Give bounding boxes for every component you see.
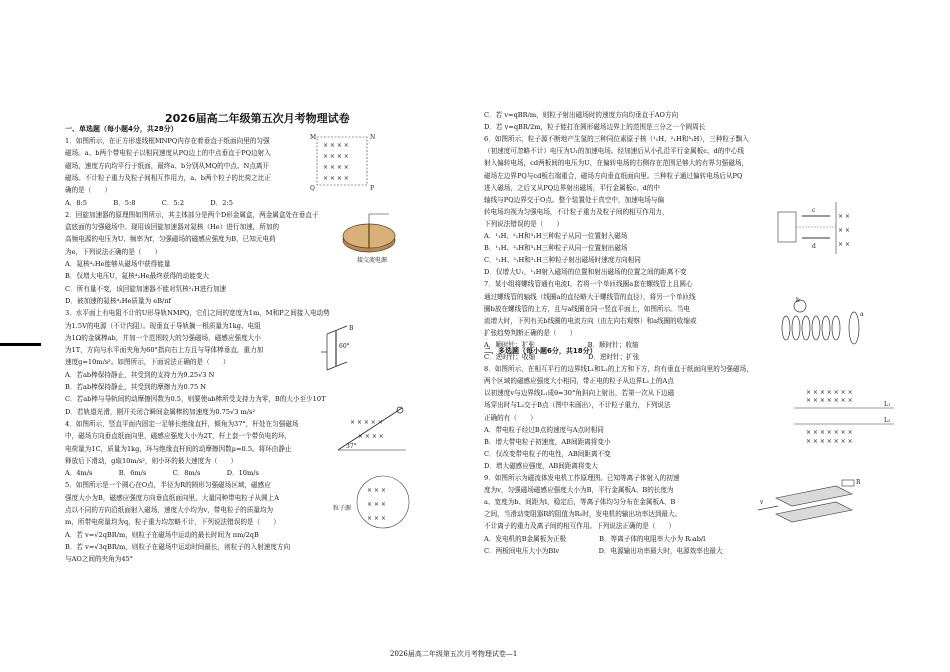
text-line: 场穿出时与L₂交于B点（图中未画出），不计粒子重力，下列说法 xyxy=(484,401,671,410)
text-line: 中，磁场方向垂直纸面向里，磁感应强度大小为2T，杆上套一个带负电的环， xyxy=(65,432,292,441)
text-line: 9．如图所示为磁流体发电机工作原理图。已知等离子体射入的初速 xyxy=(484,474,680,482)
text-line: 2．回旋加速器的原理图如图所示，其主体部分是两个D形金属盒，两金属盒处在垂直于 xyxy=(65,210,319,219)
text-line: A．若 v=√2qBR/m，则粒子在磁场中运动的最长时间为 πm/2qB xyxy=(65,530,259,539)
text-line: 扩张趋势判断正确的是（ ） xyxy=(484,328,577,337)
text-line: （初速度可忽略不计）电压为U₁的加速电场。经加速后从小孔沿平行金属板c、d的中心线 xyxy=(484,147,745,156)
text-line: A．¹₁H、²₁H和³₁H三种粒子从同一位置射入磁场 xyxy=(484,232,628,240)
svg-text:× × × × × × ×: × × × × × × × xyxy=(806,438,853,445)
text-line: C．两板间电压大小为Blv D．电源输出功率最大时，电源效率也最大 xyxy=(484,546,723,555)
figure-q7-solenoid xyxy=(770,298,874,348)
svg-text:× × × × × × ×: × × × × × × × xyxy=(806,389,853,396)
figure-q9-mhd-generator xyxy=(756,478,868,532)
text-line: A．8:5 B．5:8 C．5:2 D．2:5 xyxy=(65,198,233,207)
text-line: C．¹₁H、²₁H和³₁H三种粒子射出磁场时速度方向相同 xyxy=(484,256,641,265)
figure-q6-label-d: d xyxy=(812,243,816,250)
text-line: 为1.5V的电源（不计内阻）。现垂直于导轨搁一根质量为1kg、电阻 xyxy=(65,321,261,330)
figure-q6-selector xyxy=(776,202,866,254)
field-crosses xyxy=(323,142,349,182)
text-line: 确的是（ ） xyxy=(65,186,112,195)
figure-q1-label-m: M xyxy=(310,134,317,141)
text-line: 下列说法错误的是（ ） xyxy=(484,219,564,228)
svg-text:× × × ×: × × × × xyxy=(323,142,349,149)
text-line: 盒底面的匀强磁场中。现用该回旋加速器对氦核（He）进行加速，所加的 xyxy=(65,223,280,232)
text-line: 磁场，速度方向均平行于纸面，最终a、b分别从MQ的中点、N点离开 xyxy=(65,161,270,170)
figure-q5-circle-field xyxy=(333,470,411,540)
text-line: A．带电粒子经过B点的速度与A点时相同 xyxy=(484,425,604,434)
text-line: C．若ab棒与导轨间的动摩擦因数为0.5，则要使ab棒所受支持力为零，B的大小至少10T xyxy=(65,395,326,404)
text-line: 释放后下滑动，g取10m/s²，则小环的最大速度为（ ） xyxy=(65,456,238,465)
text-line: 磁场。a、b两个带电粒子以相同速度从PQ边上的中点垂直于PQ边射入 xyxy=(65,149,271,158)
text-line: 速度g=10m/s²。如图所示，下面说法正确的是（ ） xyxy=(65,358,230,367)
svg-text:× × × × × × ×: × × × × × × × xyxy=(806,397,853,404)
figure-q9-r: R xyxy=(856,479,861,486)
text-line: A．4m/s B．6m/s C．8m/s D．10m/s xyxy=(65,469,259,478)
text-line: 以初速度v与边界线L₁成θ=30°角斜向上射出，若第一次从下边磁 xyxy=(484,389,675,398)
text-line: C．若 v=qBR/m，则粒子射出磁场时的速度方向均垂直于AO方向 xyxy=(484,111,679,119)
text-line: 1．如图所示，在正方形虚线框MNPQ内存在着垂直于纸面向里的匀强 xyxy=(65,137,270,145)
text-line: 两个区域的磁感应强度大小相同，带正电的粒子从边界L₁上的A点 xyxy=(484,377,674,386)
text-line: C．仅改变带电粒子的电性，AB间距离不变 xyxy=(484,449,611,458)
text-line: A．发电机的B金属板为正极 B．等离子体的电阻率大小为 R₀ab/l xyxy=(484,534,706,543)
text-line: 为e，下列说法正确的是（ ） xyxy=(65,247,162,256)
text-line: 轴线与PQ边界交于O点。整个装置处于真空中，加速电场与偏 xyxy=(484,195,665,204)
text-line: 流增大时，下列有关b线圈的电流方向（由左向右观察）和a线圈的收缩或 xyxy=(484,316,697,325)
figure-q5-source: 粒子源 xyxy=(333,505,352,512)
text-line: 转电场均视为匀强电场，不计粒子重力及粒子间的相互作用力， xyxy=(484,207,669,216)
figure-q8-l2: L₂ xyxy=(884,417,891,424)
text-line: 3．水平面上有电阻不计的U形导轨NMPQ，它们之间的宽度为1m，M和P之间接入电动势 xyxy=(65,309,330,318)
svg-text:× × × × × × ×: × × × × × × × xyxy=(806,429,853,436)
figure-q6-label-c: c xyxy=(812,207,816,214)
text-line: 高频电源的电压为U、频率为f，匀强磁场的磁感应强度为B，已知元电荷 xyxy=(65,235,276,244)
text-line: a、宽度为b、间距为l，稳定后，等离子体均匀分布在金属板A、B xyxy=(484,498,676,507)
text-line: D．若 v=qBR/2m，粒子能打在圆形磁场边界上的范围是三分之一个圆周长 xyxy=(484,123,706,132)
text-line: 为1Ω的金属棒ab，并加一个范围较大的匀强磁场，磁感应强度大小 xyxy=(65,333,261,342)
text-line: B．增大带电粒子初速度，AB间距离将变小 xyxy=(484,437,611,446)
figure-q3-u-rail xyxy=(319,324,367,380)
figure-q7-label-b: b xyxy=(796,297,800,304)
text-line: B．若 v=√3qBR/m，则粒子在磁场中运动时间最长，则粒子的入射速度方向 xyxy=(65,542,291,551)
figure-q8-parallel-boundaries xyxy=(794,388,894,448)
svg-text:× ×: × × xyxy=(838,227,850,234)
text-line: 电荷量为1C，质量为1kg，环与绝缘直杆间的动摩擦因数μ=0.5。将环由静止 xyxy=(65,444,292,453)
text-line: 5．如图所示是一个圆心在O点，半径为R的圆形匀强磁场区域，磁感应 xyxy=(65,481,271,490)
text-line: B．若ab棒保持静止，其受到的摩擦力为0.75 N xyxy=(65,383,207,391)
figure-q2-cyclotron xyxy=(339,212,401,270)
text-line: D．仅增大U₁，¹₁H射入磁场的位置和射出磁场的位置之间的距离不变 xyxy=(484,268,687,277)
text-line: B．¹₁H、²₁H和³₁H三种粒子从同一位置射出磁场 xyxy=(484,244,628,253)
figure-q1-label-n: N xyxy=(370,134,376,141)
text-line: A．若ab棒保持静止，其受到的支持力为9.25√3 N xyxy=(65,370,215,379)
svg-text:× × × ×: × × × × xyxy=(323,175,349,182)
text-line: 磁场左边界PQ与cd板右端重合，磁场方向垂直纸面向里。三种粒子通过偏转电场后从PQ xyxy=(484,171,743,180)
text-line: 度为v，匀强磁场磁感应强度大小为B，平行金属板A、B的长度为 xyxy=(484,486,674,495)
svg-text:× × × ×: × × × × xyxy=(358,433,384,440)
text-line: D．增大磁感应强度，AB间距离将变大 xyxy=(484,461,598,470)
figure-q3-angle: 60° xyxy=(339,343,350,350)
svg-text:× × ×: × × × xyxy=(367,501,386,508)
svg-text:× ×: × × xyxy=(838,241,850,248)
figure-q8-l1: L₁ xyxy=(884,401,891,408)
figure-q1-square-field xyxy=(310,133,376,192)
text-line: 8．如图所示，在相互平行的边界线L₁和L₂的上方和下方，均有垂直于纸面向里的匀强磁场， xyxy=(484,365,753,374)
text-line: D．被加速的氦核⁴₂He质量为 eB/πf xyxy=(65,296,172,305)
left-margin-bar xyxy=(0,343,41,346)
svg-text:× × × ×: × × × × xyxy=(323,164,349,171)
text-line: 4．如图所示，竖直平面内固定一足够长绝缘直杆，倾角为37°，杆处在匀强磁场 xyxy=(65,419,299,428)
text-line: 之间，当滑动变阻器R的阻值为R₀时，发电机的输出功率达到最大。 xyxy=(484,510,682,519)
svg-text:× × ×: × × × xyxy=(367,515,386,522)
text-line: B．仅增大电压U，氦核⁴₂He最终获得的动能变大 xyxy=(65,272,210,281)
text-line: 射入偏转电场，cd两板间的电压为U，在偏转电场的右侧存在范围足够大的有界匀强磁场， xyxy=(484,159,749,168)
text-line: A．氦核⁴₂He能够从磁场中获得能量 xyxy=(65,260,171,268)
text-line: D．若轨道光滑，刚开关闭合瞬间金属棒的加速度为0.75√3 m/s² xyxy=(65,407,256,416)
text-line: 不计离子的重力及离子间的相互作用。下列说法正确的是（ ） xyxy=(484,522,676,531)
page-footer: 2026届高二年级第五次月考物理试卷—1 xyxy=(390,650,518,658)
svg-text:× × × ×: × × × × xyxy=(323,153,349,160)
text-line: 圈b放在螺线管的上方，且与a线圈在同一竖直平面上，如图所示。当电 xyxy=(484,304,690,313)
text-line: 通过螺线管的轴线（线圈a的直径略大于螺线管的直径），将另一个单匝线 xyxy=(484,292,696,301)
text-line: A．顺时针；扩张 B．顺时针；收缩 xyxy=(484,340,639,349)
svg-text:× ×: × × xyxy=(838,213,850,220)
figure-q1-label-p: P xyxy=(370,185,375,192)
text-line: 进入磁场，之后又从PQ边界射出磁场，平行金属板c、d的中 xyxy=(484,183,661,192)
text-line: m，所带电荷量均为q，粒子重力均忽略不计，下列说法错误的是（ ） xyxy=(65,518,280,527)
text-line: 点以不同的方向沿纸面射入磁场，速度大小均为v，带电粒子的质量均为 xyxy=(65,506,274,514)
figure-q9-v: v xyxy=(760,499,764,506)
section-single-choice: 一、单选题（每小题4分，共28分） xyxy=(65,125,178,133)
section-multiple-choice: 二、多选题（每小题6分，共18分） xyxy=(484,347,597,355)
figure-q3-b: B xyxy=(349,325,354,332)
text-line: C．所有量不变，该回旋加速器不能对氘核²₁H进行加速 xyxy=(65,284,227,293)
text-line: 7．某小组将螺线管通有电流I，若将一个单匝线圈a套在螺线管上且圆心 xyxy=(484,280,693,289)
text-line: 正确的有（ ） xyxy=(484,413,537,422)
figure-q1-label-q: Q xyxy=(310,185,315,192)
figure-q4-angle: 37° xyxy=(346,443,357,450)
figure-q2-caption: 接交流电源 xyxy=(357,257,388,264)
text-line: C．逆时针；收缩 D．逆时针；扩张 xyxy=(484,353,640,361)
figure-q7-label-a: a xyxy=(860,311,864,318)
text-line: 磁场。不计粒子重力及粒子间相互作用力，a、b两个粒子的比荷之比正 xyxy=(65,173,271,182)
svg-text:× × × × ×: × × × × × xyxy=(350,419,383,426)
text-line: 强度大小为B，磁感应强度方向垂直纸面向里。大量同种带电粒子从圆上A xyxy=(65,493,280,502)
text-line: 与AO之间的夹角为45° xyxy=(65,555,134,564)
figure-q4-incline-rod xyxy=(336,404,408,454)
svg-text:× × ×: × × × xyxy=(367,487,386,494)
text-line: 为1T，方向与水平面夹角为60°指向右上方且与导体棒垂直，重力加 xyxy=(65,346,264,355)
text-line: 6．如图所示，粒子源不断地产生氢的三种同位素原子核（¹₁H、²₁H和³₁H），三种粒子飘入 xyxy=(484,135,749,144)
page-title: 2026届高二年级第五次月考物理试卷 xyxy=(165,112,350,125)
